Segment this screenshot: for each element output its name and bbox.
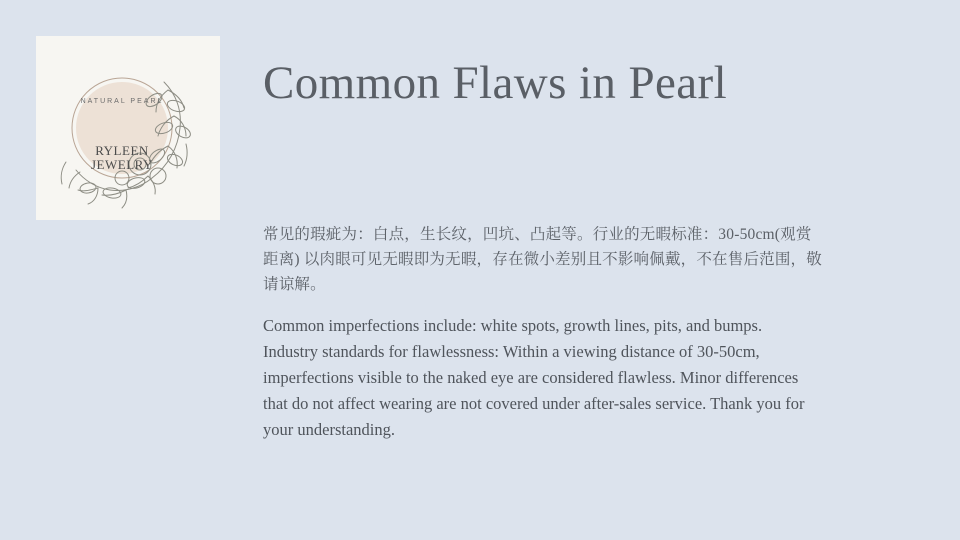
logo-arc-text: NATURAL PEARL — [80, 98, 164, 105]
logo-graphic — [36, 36, 220, 220]
pearl-wreath-icon — [36, 36, 220, 220]
logo-brand-line2: JEWELRY — [91, 157, 153, 172]
paragraph-chinese: 常见的瑕疵为：白点，生长纹，凹坑、凸起等。行业的无暇标准：30-50cm(观赏距离) 以肉眼可见无暇即为无暇，存在微小差别且不影响佩戴，不在售后范围，敬请谅解。 — [263, 226, 822, 293]
page-title: Common Flaws in Pearl — [263, 57, 728, 109]
paragraph-english: Common imperfections include: white spots, growth lines, pits, and bumps. Industry standards for flawlessness: Within a viewing distance of 30-50cm, imperfections visible to the naked eye are considered flawless. Minor differences that do not affect wearing are not covered under after-sales service. Thank you for your understanding. — [263, 316, 805, 439]
logo-card — [36, 36, 220, 220]
logo-brand-line1: RYLEEN — [95, 143, 149, 158]
body-content — [263, 222, 823, 443]
